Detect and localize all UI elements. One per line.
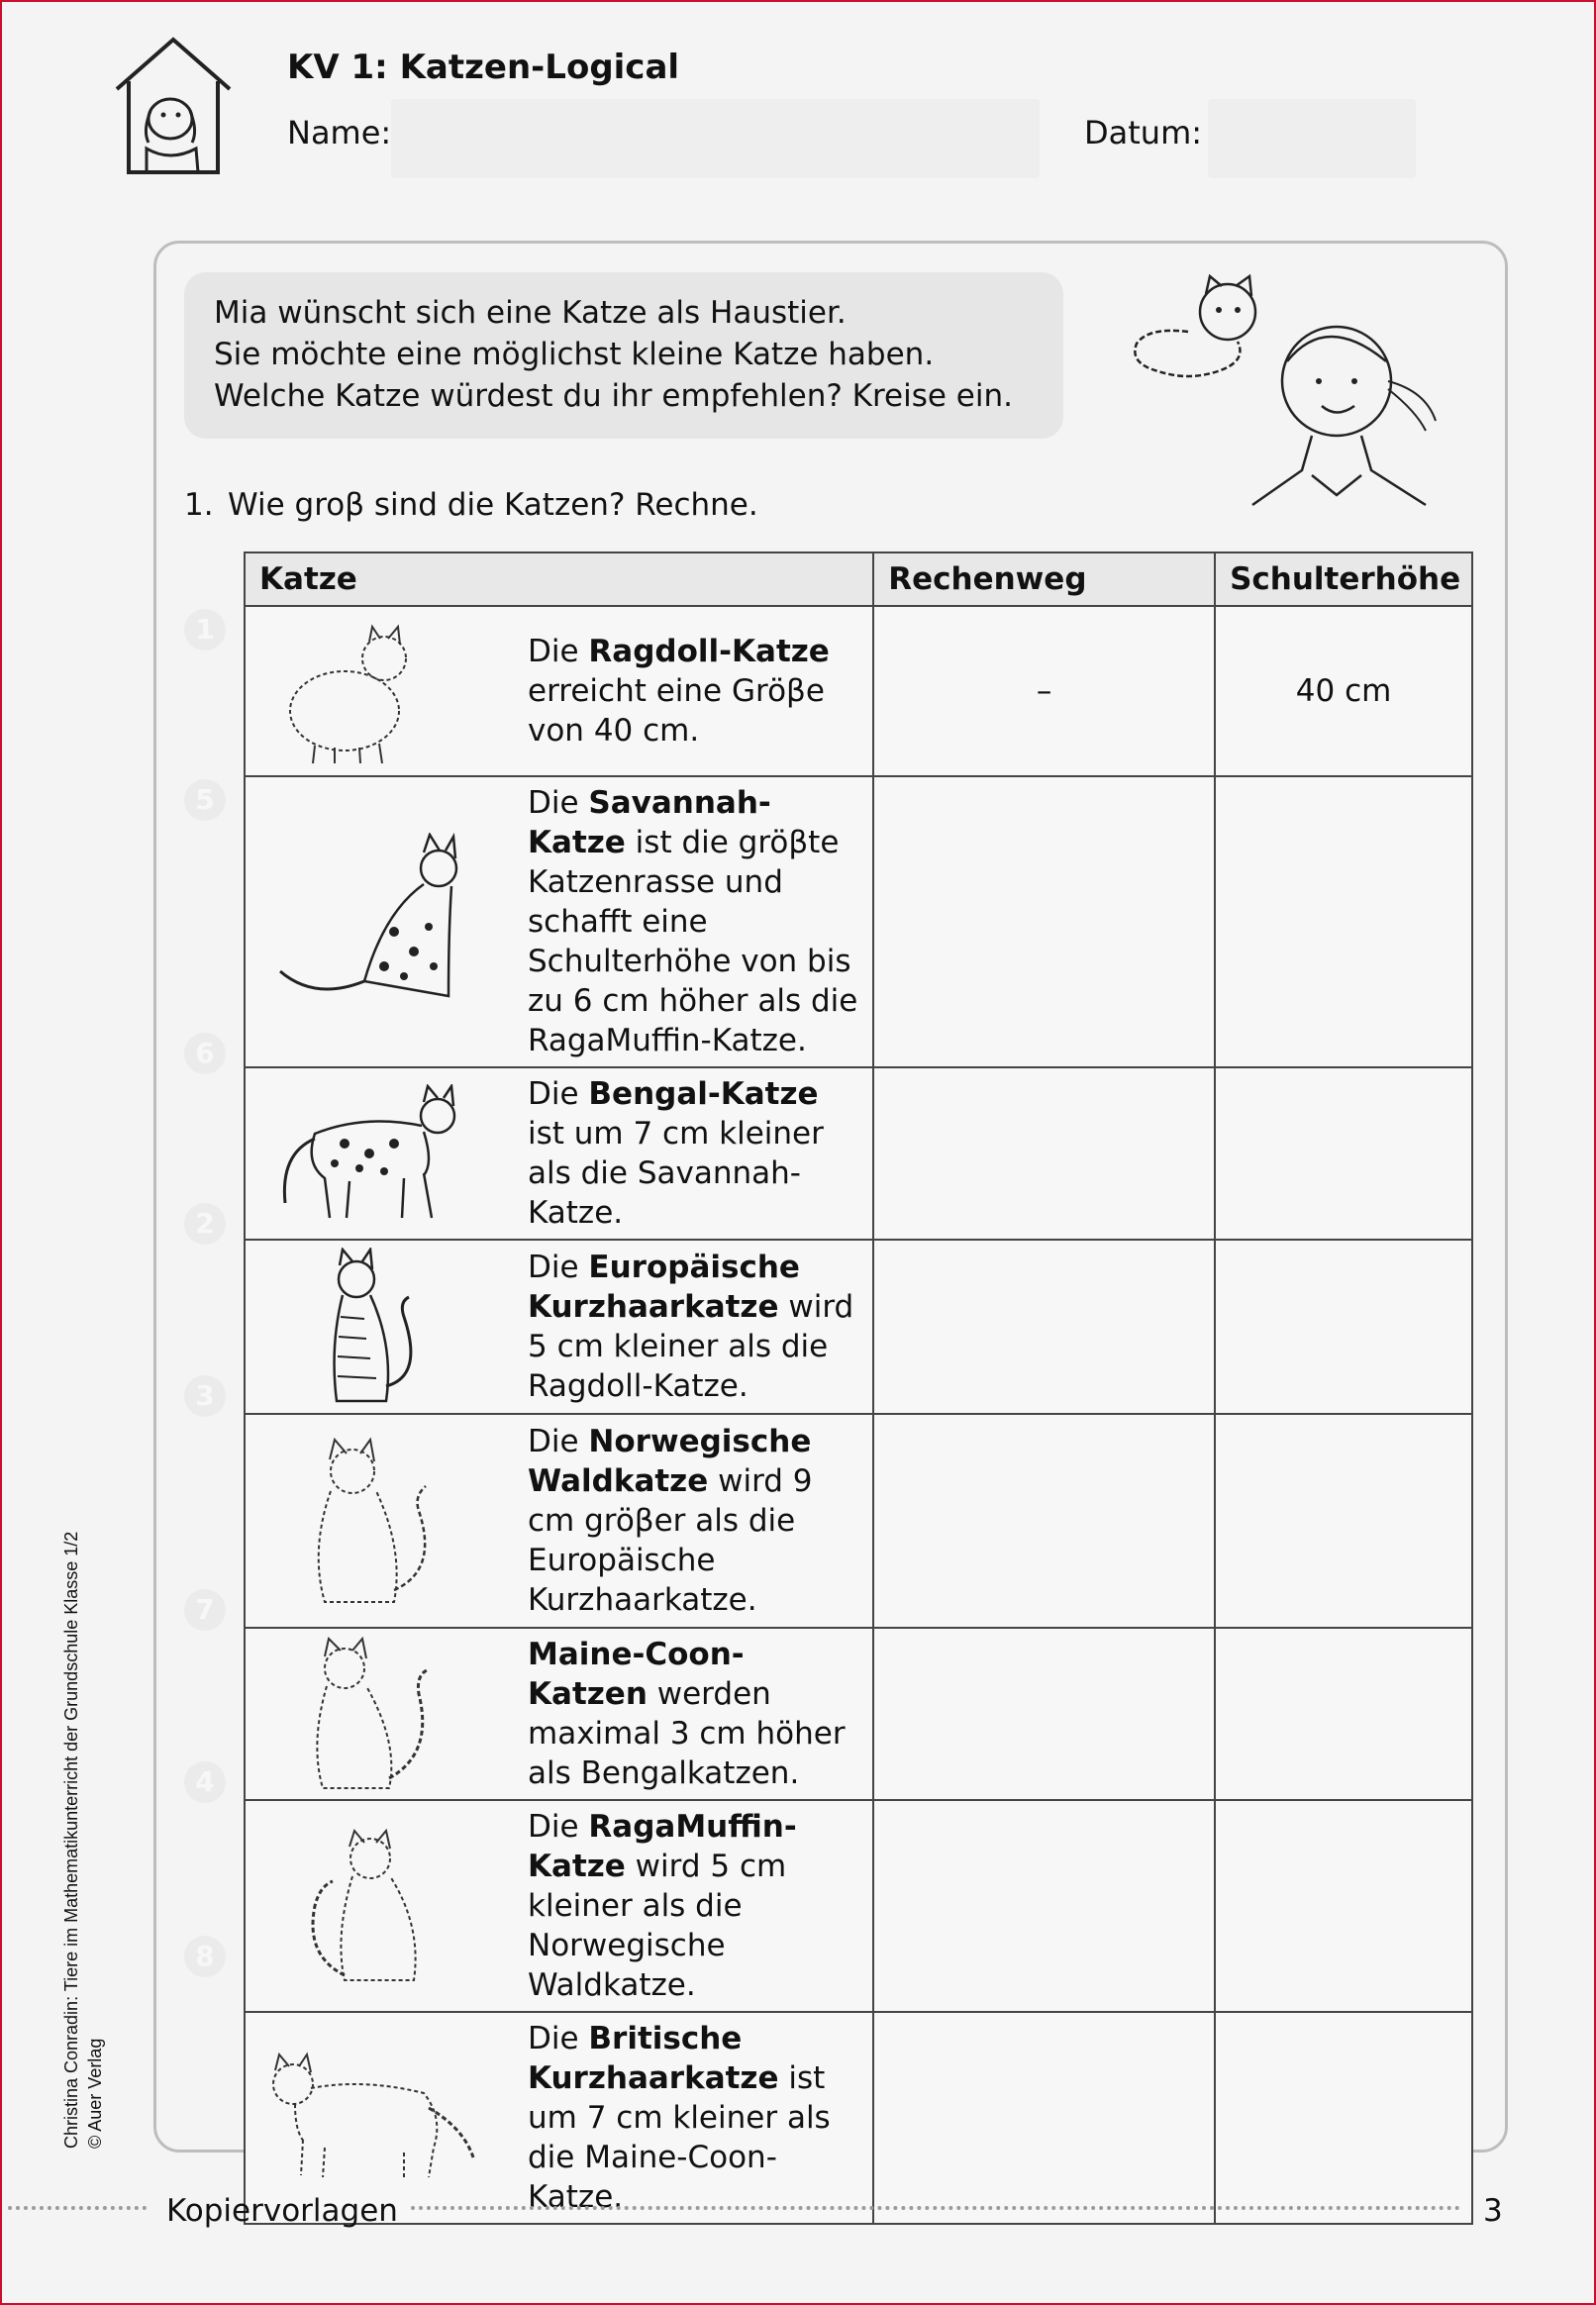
cat-breed-name: Bengal-Katze bbox=[588, 1076, 819, 1112]
worksheet-title: KV 1: Katzen-Logical bbox=[287, 48, 680, 87]
dog-house-logo bbox=[107, 32, 240, 180]
date-field[interactable] bbox=[1208, 99, 1416, 178]
cat-breed-name: Norwegische Waldkatze bbox=[528, 1424, 812, 1499]
task-1 bbox=[184, 487, 758, 523]
cat-text-pre: Die bbox=[528, 1424, 589, 1459]
table-row bbox=[245, 1800, 1472, 2012]
cat-text-pre: Die bbox=[528, 1250, 589, 1285]
table-row bbox=[245, 2012, 1472, 2224]
footer-label: Kopiervorlagen bbox=[166, 2193, 398, 2229]
schulterhoehe-cell[interactable]: 40 cm bbox=[1215, 606, 1472, 776]
rechenweg-cell[interactable] bbox=[873, 1414, 1215, 1628]
intro-line: Welche Katze würdest du ihr empfehlen? Kreise ein. bbox=[214, 378, 1013, 414]
british-shorthair-cat-icon bbox=[265, 2049, 483, 2187]
column-header-rechenweg: Rechenweg bbox=[873, 552, 1215, 606]
savannah-cat-icon bbox=[275, 833, 463, 1011]
intro-line: Mia wünscht sich eine Katze als Haustier. bbox=[214, 295, 847, 331]
footer-dotted-line bbox=[411, 2206, 1460, 2210]
cat-cell bbox=[245, 606, 873, 776]
schulterhoehe-cell[interactable] bbox=[1215, 1628, 1472, 1800]
order-badge: 4 bbox=[184, 1761, 226, 1803]
page-number: 3 bbox=[1483, 2193, 1503, 2229]
cat-cell bbox=[245, 776, 873, 1067]
norwegian-forest-cat-icon bbox=[305, 1432, 453, 1610]
cat-breed-name: Ragdoll-Katze bbox=[588, 634, 830, 669]
schulterhoehe-cell[interactable] bbox=[1215, 1240, 1472, 1414]
cat-cell bbox=[245, 1628, 873, 1800]
rechenweg-cell[interactable] bbox=[873, 1800, 1215, 2012]
cat-text-post: wird 5 cm kleiner als die Ragdoll-Katze. bbox=[528, 1289, 854, 1404]
rechenweg-cell[interactable] bbox=[873, 1240, 1215, 1414]
cat-text-pre: Die bbox=[528, 1809, 589, 1845]
cat-table bbox=[244, 551, 1473, 2225]
cat-text-post: ist um 7 cm kleiner als die Savannah-Katze. bbox=[528, 1116, 824, 1231]
task-number: 1. bbox=[184, 487, 214, 523]
table-row bbox=[245, 1628, 1472, 1800]
schulterhoehe-cell[interactable] bbox=[1215, 776, 1472, 1067]
order-badge: 6 bbox=[184, 1033, 226, 1074]
side-credit-line: Christina Conradin: Tiere im Mathematikunterricht der Grundschule Klasse 1/2 bbox=[61, 1531, 81, 2149]
maine-coon-cat-icon bbox=[305, 1635, 453, 1793]
cat-text-post: werden maximal 3 cm höher als Bengalkatzen. bbox=[528, 1676, 846, 1791]
schulterhoehe-cell[interactable] bbox=[1215, 1800, 1472, 2012]
european-shorthair-cat-icon bbox=[305, 1248, 453, 1406]
table-row bbox=[245, 1240, 1472, 1414]
column-header-katze: Katze bbox=[245, 552, 873, 606]
cat-text-post: ist um 7 cm kleiner als die Maine-Coon-Katze. bbox=[528, 2060, 831, 2215]
name-label: Name: bbox=[287, 114, 392, 151]
date-label: Datum: bbox=[1084, 114, 1203, 151]
ragamuffin-cat-icon bbox=[305, 1827, 453, 1985]
bengal-cat-icon bbox=[275, 1084, 463, 1223]
footer-dotted-line bbox=[8, 2206, 147, 2210]
order-badge: 2 bbox=[184, 1203, 226, 1245]
task-text: Wie groβ sind die Katzen? Rechne. bbox=[228, 487, 758, 523]
cat-text-post: wird 5 cm kleiner als die Norwegische Waldkatze. bbox=[528, 1849, 787, 2003]
girl-with-cat-illustration bbox=[1129, 272, 1446, 510]
schulterhoehe-cell[interactable] bbox=[1215, 2012, 1472, 2224]
order-badge: 5 bbox=[184, 779, 226, 821]
cat-cell bbox=[245, 1067, 873, 1240]
schulterhoehe-cell[interactable] bbox=[1215, 1067, 1472, 1240]
cat-text-pre: Die bbox=[528, 2021, 589, 2056]
cat-text-pre: Die bbox=[528, 1076, 589, 1112]
cat-text-pre: Die bbox=[528, 634, 589, 669]
order-badge: 8 bbox=[184, 1936, 226, 1977]
rechenweg-cell[interactable] bbox=[873, 1067, 1215, 1240]
cat-breed-name: Britische Kurzhaarkatze bbox=[528, 2021, 779, 2096]
cat-cell bbox=[245, 1414, 873, 1628]
cat-text-pre: Die bbox=[528, 785, 589, 821]
cat-cell bbox=[245, 2012, 873, 2224]
rechenweg-cell[interactable] bbox=[873, 1628, 1215, 1800]
cat-breed-name: Maine-Coon-Katzen bbox=[528, 1637, 745, 1712]
table-row bbox=[245, 1067, 1472, 1240]
cat-text-post: ist die gröβte Katzenrasse und schafft eine Schulterhöhe von bis zu 6 cm höher als die RagaMuffin-Katze. bbox=[528, 825, 858, 1058]
order-badge: 7 bbox=[184, 1589, 226, 1631]
side-credit-line: © Auer Verlag bbox=[85, 2038, 105, 2149]
cat-breed-name: Savannah-Katze bbox=[528, 785, 771, 860]
cat-breed-name: RagaMuffin-Katze bbox=[528, 1809, 797, 1884]
cat-cell bbox=[245, 1800, 873, 2012]
name-field[interactable] bbox=[391, 99, 1040, 178]
order-badge: 3 bbox=[184, 1375, 226, 1417]
side-credit bbox=[59, 1532, 107, 2149]
cat-text-post: erreicht eine Gröβe von 40 cm. bbox=[528, 673, 825, 749]
table-row bbox=[245, 776, 1472, 1067]
rechenweg-cell[interactable] bbox=[873, 2012, 1215, 2224]
table-row bbox=[245, 1414, 1472, 1628]
table-row bbox=[245, 606, 1472, 776]
rechenweg-cell[interactable] bbox=[873, 776, 1215, 1067]
intro-line: Sie möchte eine möglichst kleine Katze haben. bbox=[214, 337, 935, 372]
column-header-schulterhoehe: Schulterhöhe bbox=[1215, 552, 1472, 606]
order-badge: 1 bbox=[184, 609, 226, 651]
cat-cell bbox=[245, 1240, 873, 1414]
cat-text-post: wird 9 cm gröβer als die Europäische Kurzhaarkatze. bbox=[528, 1463, 813, 1618]
rechenweg-cell[interactable]: – bbox=[873, 606, 1215, 776]
ragdoll-cat-icon bbox=[275, 617, 424, 765]
cat-breed-name: Europäische Kurzhaarkatze bbox=[528, 1250, 800, 1325]
schulterhoehe-cell[interactable] bbox=[1215, 1414, 1472, 1628]
